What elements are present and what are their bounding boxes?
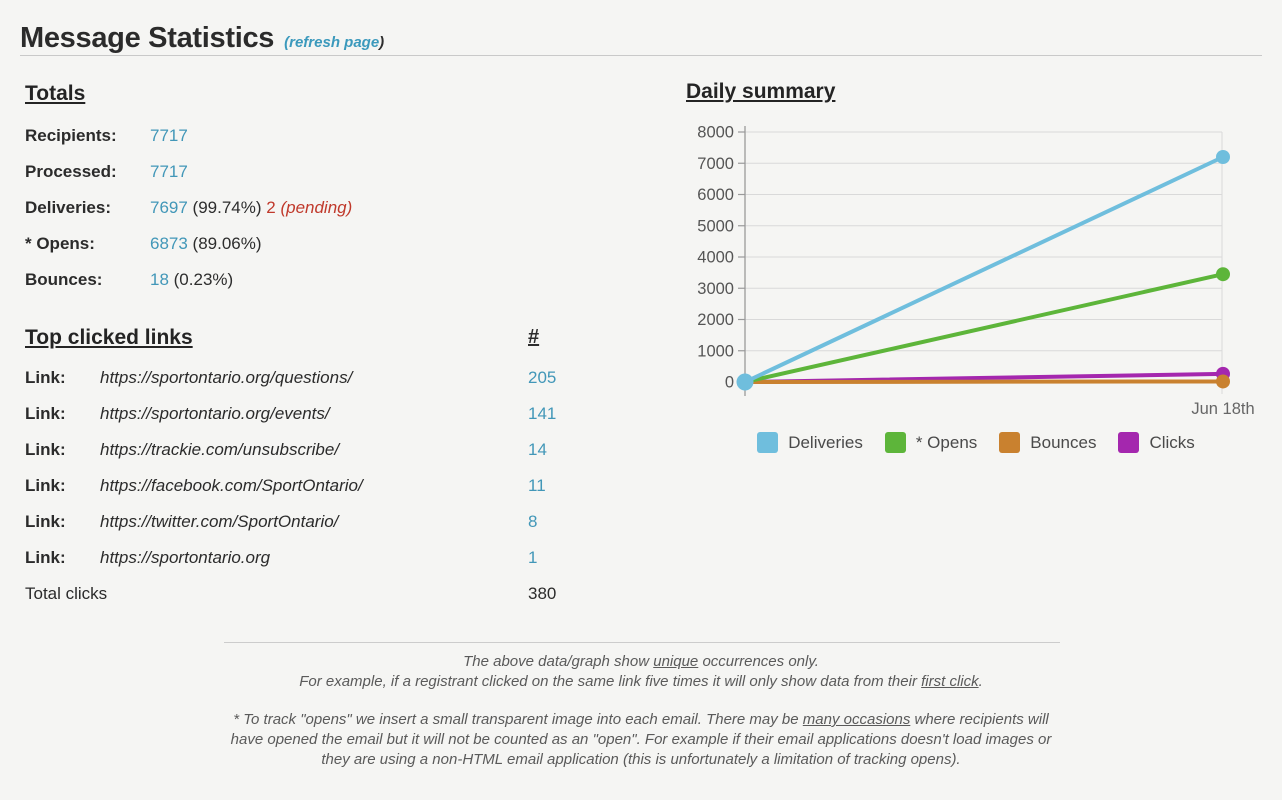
totals-row-4 xyxy=(25,268,645,304)
footer-divider xyxy=(224,642,1060,643)
totals-row-label: Recipients: xyxy=(25,126,117,145)
footnote-line-1-part: where recipients will xyxy=(910,711,1049,728)
legend-label: Clicks xyxy=(1149,432,1195,452)
totals-row-value-part[interactable]: 7697 xyxy=(150,198,188,217)
totals-row-1 xyxy=(25,160,645,196)
chart-canvas xyxy=(686,118,1282,428)
link-row-2 xyxy=(25,438,645,474)
totals-row-value xyxy=(150,270,233,304)
totals-row-value-part: 2 xyxy=(266,198,281,217)
totals-row-label: Deliveries: xyxy=(25,198,111,217)
y-axis-label: 0 xyxy=(724,373,734,392)
series-start-point xyxy=(737,374,754,391)
opens-footnote xyxy=(0,710,1282,770)
footer-note xyxy=(0,652,1282,691)
refresh-paren-close: ) xyxy=(379,34,385,51)
link-url: https://sportontario.org/events/ xyxy=(100,404,330,423)
y-axis-label: 5000 xyxy=(697,217,734,236)
totals-row-value-part[interactable]: 7717 xyxy=(150,162,188,181)
refresh-page-wrap xyxy=(284,34,384,51)
link-click-count[interactable]: 141 xyxy=(528,404,557,423)
totals-rows xyxy=(25,124,645,304)
link-row-label: Link: xyxy=(25,404,66,423)
daily-summary-chart xyxy=(686,118,1282,433)
legend-label: Bounces xyxy=(1030,432,1097,452)
legend-label: * Opens xyxy=(915,432,978,452)
link-url: https://sportontario.org xyxy=(100,548,271,567)
link-click-count[interactable]: 205 xyxy=(528,368,557,387)
refresh-page-link[interactable]: refresh page xyxy=(289,34,380,51)
series-line-opens xyxy=(745,274,1223,382)
link-row-label: Link: xyxy=(25,548,66,567)
footnote-line-1-part: * To track "opens" we insert a small transparent image into each email. There may be xyxy=(233,711,803,728)
daily-summary-heading: Daily summary xyxy=(686,80,836,103)
footer-note-line2-part: For example, if a registrant clicked on the same link five times it will only show data from their xyxy=(299,672,922,690)
link-url: https://facebook.com/SportOntario/ xyxy=(100,476,363,495)
totals-row-label: * Opens: xyxy=(25,234,95,253)
totals-heading: Totals xyxy=(25,82,86,105)
y-axis-label: 3000 xyxy=(697,279,734,298)
totals-row-value-part: (0.23%) xyxy=(168,270,234,289)
totals-row-2 xyxy=(25,196,645,232)
link-row-label: Link: xyxy=(25,368,66,387)
header-divider xyxy=(20,55,1262,56)
totals-row-value-part[interactable]: 7717 xyxy=(150,126,188,145)
top-clicked-links-heading: Top clicked links xyxy=(25,326,193,349)
link-click-count[interactable]: 11 xyxy=(528,476,546,495)
y-axis-label: 1000 xyxy=(697,342,734,361)
totals-row-value-part: (99.74%) xyxy=(187,198,267,217)
page-title: Message Statistics xyxy=(20,22,275,54)
totals-row-value-part[interactable]: 18 xyxy=(150,270,169,289)
left-column xyxy=(25,82,645,618)
totals-row-3 xyxy=(25,232,645,268)
y-axis-label: 2000 xyxy=(697,311,734,329)
totals-row-value xyxy=(150,162,188,196)
footnote-line-1 xyxy=(0,710,1282,730)
footnote-line-1-part: many occasions xyxy=(802,711,911,728)
footer-note-line1-part: occurrences only. xyxy=(698,653,819,670)
y-axis-label: 4000 xyxy=(697,248,734,267)
link-row-1 xyxy=(25,402,645,438)
totals-row-value-part: (pending) xyxy=(280,198,353,217)
series-line-bounces xyxy=(745,381,1223,382)
footnote-line-3-part: they are using a non-HTML email application (this is unfortunately a limitation of tracking opens). xyxy=(321,751,961,768)
totals-row-value-part[interactable]: 6873 xyxy=(150,234,188,253)
footnote-line-3 xyxy=(0,750,1282,770)
footer-note-line2-part: first click xyxy=(921,672,979,690)
page-header xyxy=(20,22,1262,55)
link-row-3 xyxy=(25,474,645,510)
legend-item-deliveries xyxy=(757,432,863,453)
link-row-4 xyxy=(25,510,645,546)
totals-row-value-part: (89.06%) xyxy=(187,234,262,253)
chart-legend xyxy=(686,432,1266,453)
link-row-5 xyxy=(25,546,645,582)
y-axis-label: 8000 xyxy=(697,123,734,142)
links-heading-row xyxy=(25,326,645,350)
footer-note-line1-part: The above data/graph show xyxy=(463,653,654,670)
totals-row-label: Processed: xyxy=(25,162,117,181)
x-axis-label: Jun 18th xyxy=(1191,400,1255,418)
legend-swatch-icon xyxy=(1118,432,1139,453)
total-clicks-label: Total clicks xyxy=(25,584,108,603)
link-row-label: Link: xyxy=(25,512,66,531)
link-row-0 xyxy=(25,366,645,402)
total-clicks-value: 380 xyxy=(528,584,557,603)
link-click-count[interactable]: 1 xyxy=(528,548,538,567)
y-axis-label: 7000 xyxy=(697,154,734,173)
series-end-point xyxy=(1216,374,1230,388)
link-url: https://sportontario.org/questions/ xyxy=(100,368,353,387)
legend-swatch-icon xyxy=(757,432,778,453)
series-end-point xyxy=(1216,150,1230,164)
series-line-deliveries xyxy=(745,157,1223,382)
footer-note-line1 xyxy=(0,652,1282,672)
footer-note-line1-part: unique xyxy=(653,653,699,670)
footer-note-line2 xyxy=(0,672,1282,692)
footer-note-line2-part: . xyxy=(978,672,983,690)
link-row-label: Link: xyxy=(25,476,66,495)
totals-row-value xyxy=(150,234,262,268)
link-click-count[interactable]: 14 xyxy=(528,440,547,459)
legend-item-clicks xyxy=(1118,432,1194,453)
link-row-label: Link: xyxy=(25,440,66,459)
y-axis-label: 6000 xyxy=(697,186,734,204)
legend-swatch-icon xyxy=(885,432,906,453)
footnote-line-2 xyxy=(0,730,1282,750)
right-column xyxy=(686,80,1282,433)
totals-row-label: Bounces: xyxy=(25,270,103,289)
legend-item-bounces xyxy=(999,432,1096,453)
link-url: https://trackie.com/unsubscribe/ xyxy=(100,440,340,459)
series-end-point xyxy=(1216,267,1230,281)
legend-item-opens xyxy=(885,432,977,453)
link-click-count[interactable]: 8 xyxy=(528,512,538,531)
refresh-paren-open: ( xyxy=(284,34,290,51)
footnote-line-2-part: have opened the email but it will not be counted as an "open". For example if their email applications doesn't load images or xyxy=(230,731,1052,748)
totals-row-0 xyxy=(25,124,645,160)
link-url: https://twitter.com/SportOntario/ xyxy=(100,512,339,531)
total-clicks-row xyxy=(25,582,645,618)
legend-swatch-icon xyxy=(999,432,1020,453)
link-rows xyxy=(25,366,645,582)
count-column-header: # xyxy=(528,326,540,348)
totals-row-value xyxy=(150,126,188,160)
legend-label: Deliveries xyxy=(788,432,863,452)
totals-row-value xyxy=(150,198,352,232)
